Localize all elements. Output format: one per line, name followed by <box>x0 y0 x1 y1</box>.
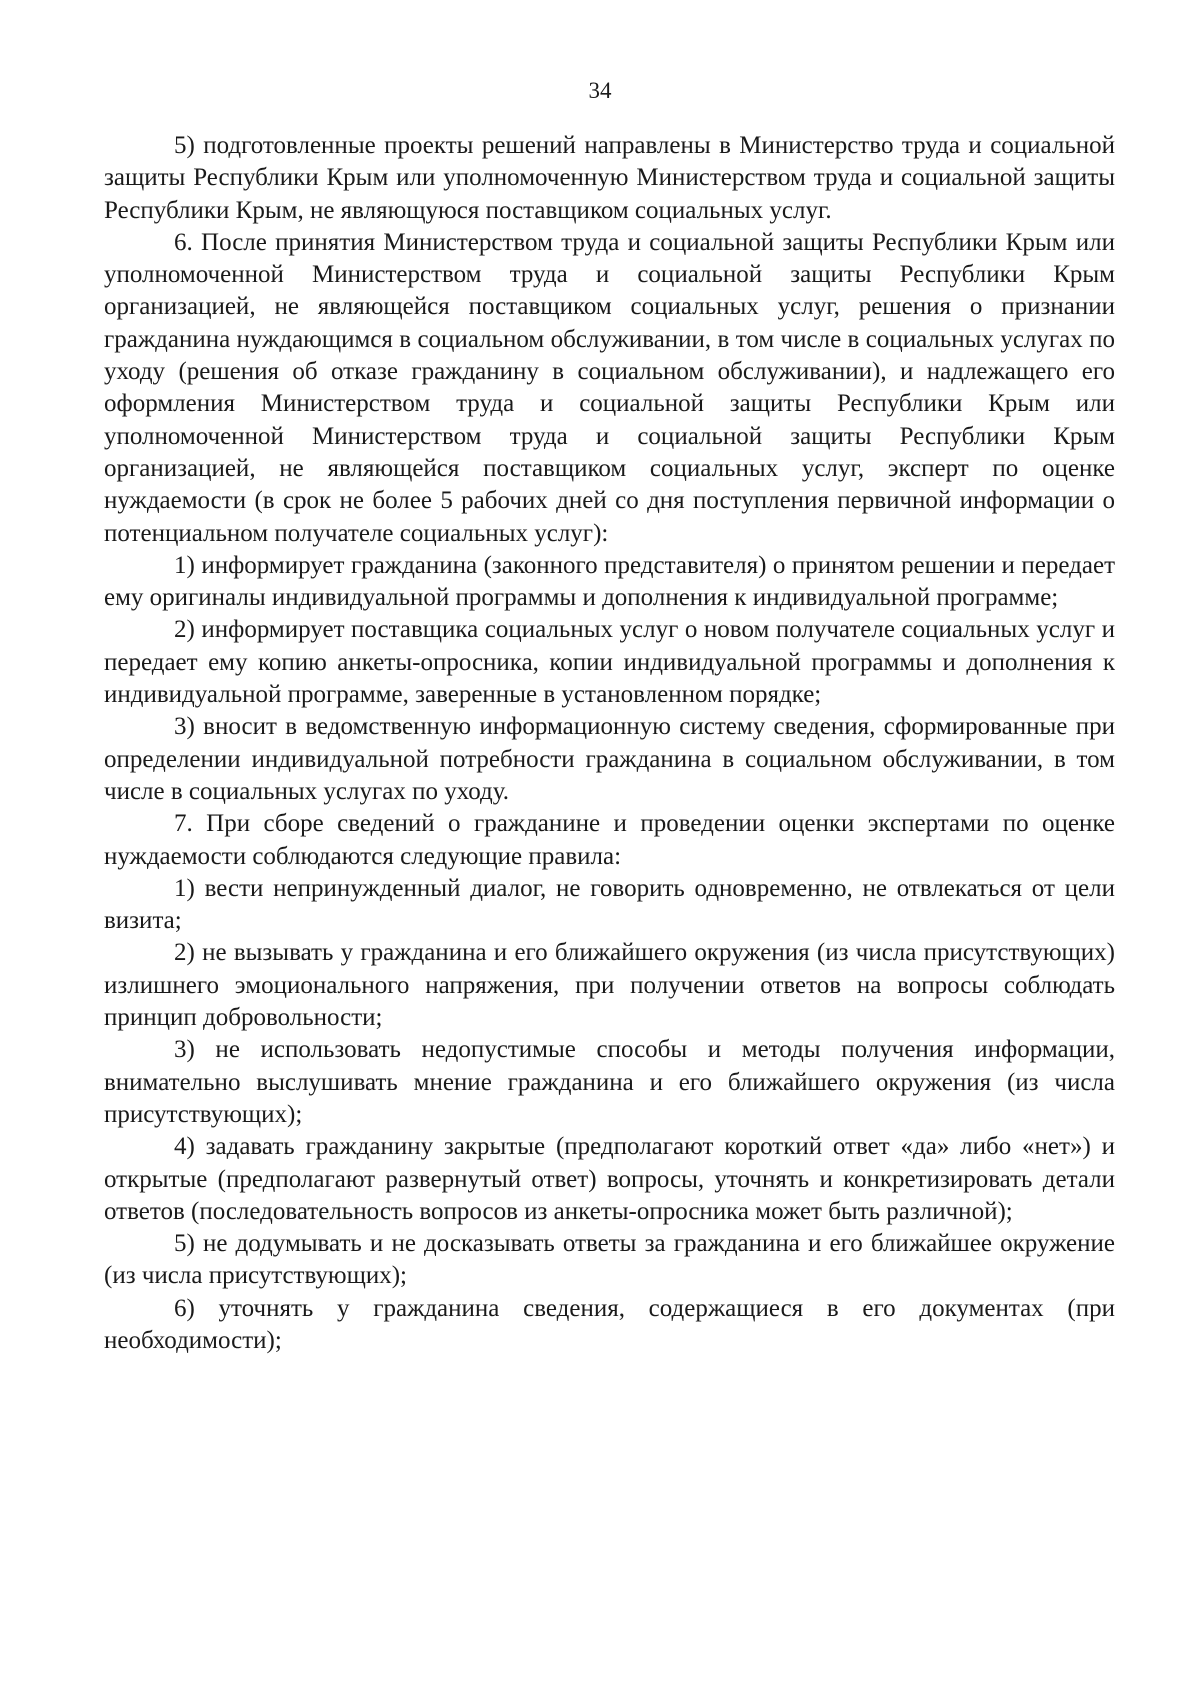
paragraph: 5) подготовленные проекты решений направлены в Министерство труда и социальной защиты Республики Крым или уполномоченную Министерством труда и социальной защиты Республики Крым, не являющуюся поставщиком социальных услуг. <box>104 132 1115 224</box>
paragraph: 2) не вызывать у гражданина и его ближайшего окружения (из числа присутствующих) излишнего эмоционального напряжения, при получении ответов на вопросы соблюдать принцип добровольности; <box>104 939 1115 1032</box>
paragraph: 6) уточнять у гражданина сведения, содержащиеся в его документах (при необходимости); <box>104 1294 1115 1354</box>
paragraph: 1) информирует гражданина (законного представителя) о принятом решении и передает ему оригиналы индивидуальной программы и дополнения к индивидуальной программе; <box>104 551 1115 612</box>
document-body <box>104 130 1115 1357</box>
page-number: 34 <box>588 78 612 103</box>
paragraph: 3) не использовать недопустимые способы и методы получения информации, внимательно выслушивать мнение гражданина и его ближайшего окружения (из числа присутствующих); <box>104 1036 1115 1128</box>
paragraph: 6. После принятия Министерством труда и социальной защиты Республики Крым или уполномоченной Министерством труда и социальной защиты Республики Крым организацией, не являющейся поставщиком социальных услуг, решения о признании гражданина нуждающимся в социальном обслуживании, в том числе в социальных услугах по уходу (решения об отказе гражданину в социальном обслуживании), и надлежащего его оформления Министерством труда и социальной защиты Республики Крым или уполномоченной Министерством труда и социальной защиты Республики Крым организацией, не являющейся поставщиком социальных услуг, эксперт по оценке нуждаемости (в срок не более 5 рабочих дней со дня поступления первичной информации о потенциальном получателе социальных услуг): <box>104 228 1115 547</box>
paragraph: 5) не додумывать и не досказывать ответы за гражданина и его ближайшее окружение (из числа присутствующих); <box>104 1230 1115 1290</box>
paragraph: 7. При сборе сведений о гражданине и проведении оценки экспертами по оценке нуждаемости соблюдаются следующие правила: <box>104 810 1115 870</box>
paragraph: 2) информирует поставщика социальных услуг о новом получателе социальных услуг и передает ему копию анкеты-опросника, копии индивидуальной программы и дополнения к индивидуальной программе, заверенные в установленном порядке; <box>104 616 1115 709</box>
paragraph: 3) вносит в ведомственную информационную систему сведения, сформированные при определении индивидуальной потребности гражданина в социальном обслуживании, в том числе в социальных услугах по уходу. <box>104 713 1115 805</box>
paragraph: 4) задавать гражданину закрытые (предполагают короткий ответ «да» либо «нет») и открытые (предполагают развернутый ответ) вопросы, уточнять и конкретизировать детали ответов (последовательность вопросов из анкеты-опросника может быть различной); <box>104 1133 1115 1225</box>
paragraph: 1) вести непринужденный диалог, не говорить одновременно, не отвлекаться от цели визита; <box>104 874 1115 935</box>
